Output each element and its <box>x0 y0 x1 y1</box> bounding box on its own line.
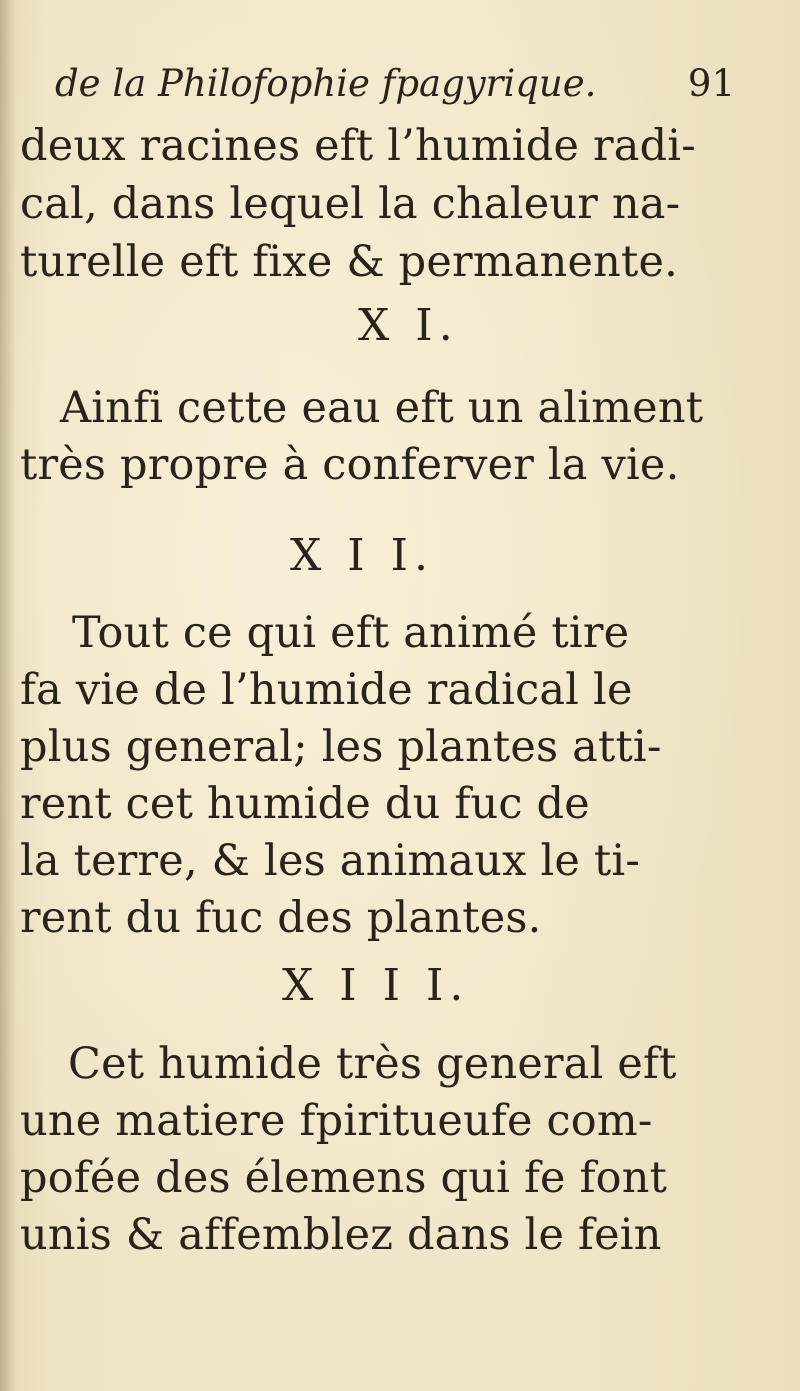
text-line: la terre, & les animaux le ti- <box>20 836 641 886</box>
text-line: deux racines eft l’humide radi- <box>20 121 696 171</box>
text-line: Ainfi cette eau eft un aliment <box>60 383 704 433</box>
text-line: Tout ce qui eft animé tire <box>72 608 630 658</box>
text-line: pofée des élemens qui fe font <box>20 1153 668 1203</box>
text-line: rent cet humide du fuc de <box>20 779 590 829</box>
text-line: fa vie de l’humide radical le <box>20 665 633 715</box>
text-line: Cet humide très general eft <box>68 1039 677 1089</box>
text-line: très propre à conferver la vie. <box>20 440 680 490</box>
text-line: rent du fuc des plantes. <box>20 893 542 943</box>
text-line: unis & affemblez dans le fein <box>20 1210 662 1260</box>
running-head-title: de la Philofophie fpagyrique. <box>55 62 597 105</box>
page-number: 91 <box>687 62 735 105</box>
text-line: cal, dans lequel la chaleur na- <box>20 179 681 229</box>
binding-shadow <box>0 0 16 1391</box>
text-line: une matiere fpiritueufe com- <box>20 1096 653 1146</box>
section-heading: X I I I. <box>282 960 470 1011</box>
text-line: plus general; les plantes atti- <box>20 722 662 772</box>
text-line: turelle eft fixe & permanente. <box>20 237 679 287</box>
section-heading: X I. <box>358 300 459 351</box>
running-head <box>55 60 735 108</box>
section-heading: X I I. <box>290 530 435 581</box>
